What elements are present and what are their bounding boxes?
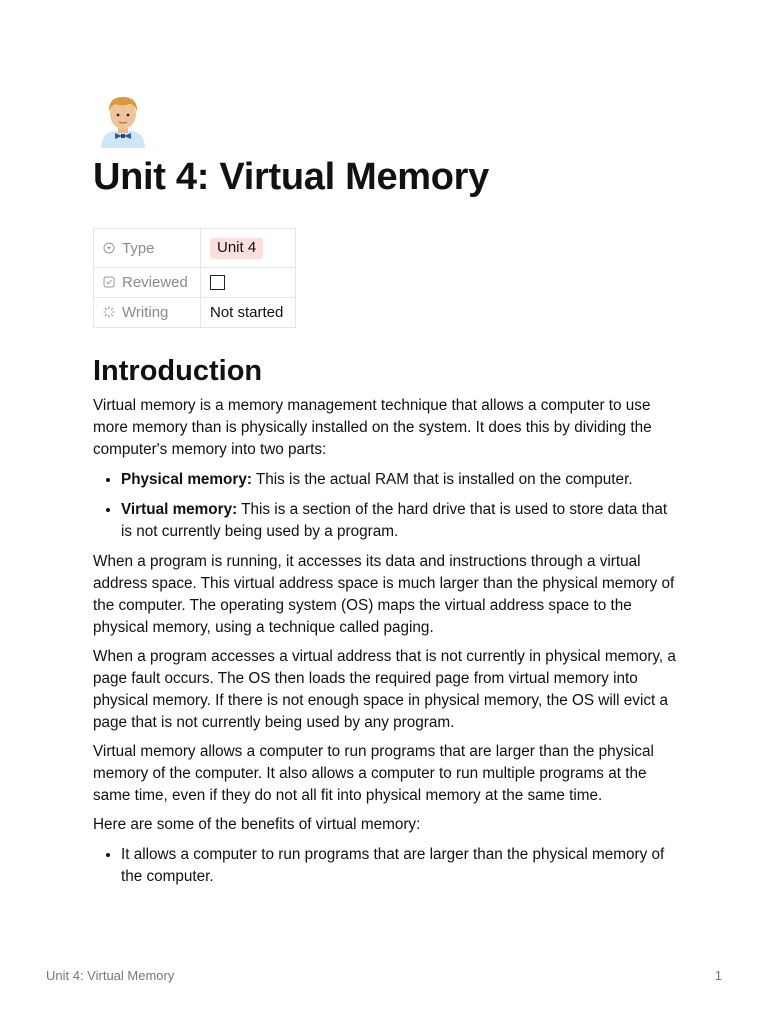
paragraph: When a program is running, it accesses its data and instructions through a virtual address space. This virtual address space is much larger than the physical memory of the computer. The operating system (OS) maps the virtual address space to the physical memory, using a technique called paging. xyxy=(93,553,675,636)
document-page xyxy=(93,92,677,896)
memory-parts-list xyxy=(93,469,677,543)
property-key-type: Type xyxy=(94,229,201,268)
property-row-type xyxy=(94,229,296,268)
list-item-term: Virtual memory: xyxy=(121,501,238,518)
intro-paragraph: Virtual memory is a memory management technique that allows a computer to use more memory than is physically installed on the system. It does this by dividing the computer's memory into two parts: xyxy=(93,397,652,458)
list-item xyxy=(121,499,677,543)
paragraph: Here are some of the benefits of virtual memory: xyxy=(93,816,421,833)
property-value-writing[interactable]: Not started xyxy=(201,298,296,328)
footer-page-number: 1 xyxy=(714,968,722,983)
reviewed-checkbox[interactable] xyxy=(210,275,225,290)
list-item xyxy=(121,469,677,491)
property-key-reviewed: Reviewed xyxy=(94,268,201,298)
paragraph: Virtual memory allows a computer to run programs that are larger than the physical memory of the computer. It also allows a computer to run multiple programs at the same time, even if they do not all fit into physical memory at the same time. xyxy=(93,743,654,804)
type-tag: Unit 4 xyxy=(210,238,263,259)
checkbox-icon xyxy=(103,276,115,288)
property-value-type[interactable] xyxy=(201,229,296,268)
list-item: • It allows a computer to run programs that are larger than the physical memory of the computer. xyxy=(121,844,677,888)
status-icon xyxy=(103,306,115,318)
page-footer xyxy=(46,968,722,983)
person-emoji-icon xyxy=(93,92,153,150)
properties-table xyxy=(93,228,296,328)
page-title: Unit 4: Virtual Memory xyxy=(93,156,489,198)
property-value-reviewed[interactable] xyxy=(201,268,296,298)
paragraph: When a program accesses a virtual address that is not currently in physical memory, a page fault occurs. The OS then loads the required page from virtual memory into physical memory. If there is not enough space in physical memory, the OS will evict a page that is not currently being used by any program. xyxy=(93,648,676,731)
property-row-reviewed xyxy=(94,268,296,298)
select-icon xyxy=(103,242,115,254)
section-heading: Introduction xyxy=(93,355,263,387)
property-key-writing: Writing xyxy=(94,298,201,328)
benefits-list xyxy=(93,844,677,888)
property-row-writing xyxy=(94,298,296,328)
list-item-term: Physical memory: xyxy=(121,471,252,488)
footer-title: Unit 4: Virtual Memory xyxy=(46,968,175,983)
list-item-text: This is a section of the hard drive that is used to store data that is not currently being used by a program. xyxy=(121,501,668,540)
list-item-text: This is the actual RAM that is installed on the computer. xyxy=(251,471,633,488)
